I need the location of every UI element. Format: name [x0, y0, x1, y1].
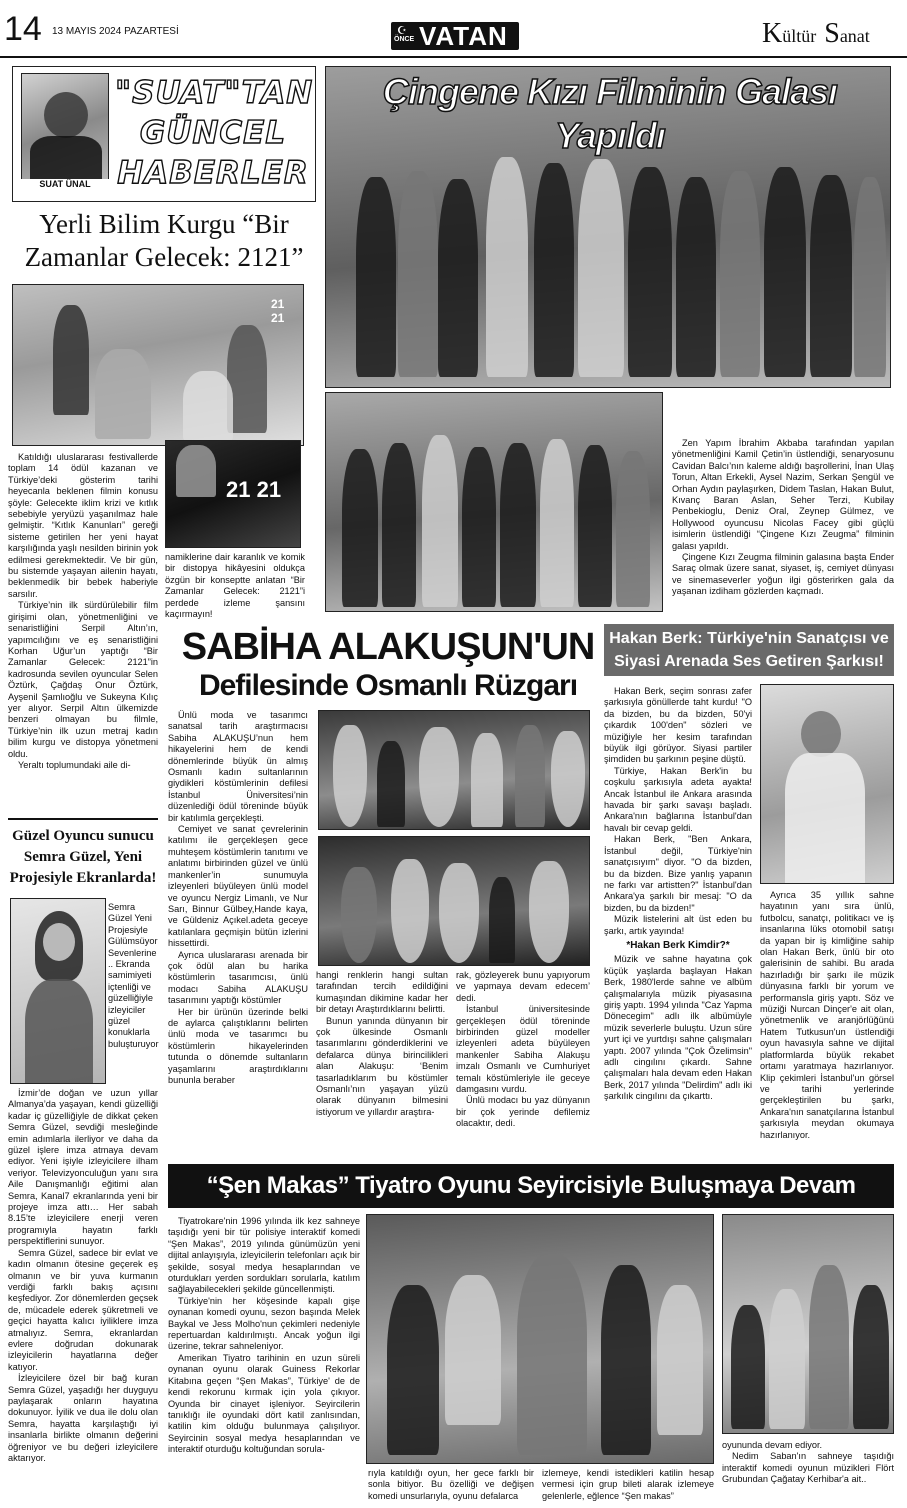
semra-top-rule	[8, 818, 158, 820]
sabiha-col3: rak, gözleyerek bunu yapıyorum ve yapmaya devam edecem’ dedi. İstanbul üniversitesinde gerçekleşen ödül töreninde birbirinden güzel modeller izleyenleri adeta büyüleyen mankenler Sabiha Alakuşu imzalı Osmanlı ve Cumhuriyet temalı köstümleriyle ile geceye damgasını vurdu. Ünlü modacı bu yaz dünyanın bir çok yerinde defilemiz olacaktır, dedi.	[456, 970, 590, 1129]
semra-headline: Güzel Oyuncu sunucu Semra Güzel, Yeni Projesiyle Ekranlarda!	[9, 828, 157, 886]
column-title: "SUAT"TAN GÜNCEL HABERLER	[115, 75, 314, 191]
bilim-body-left: Katıldığı uluslararası festivallerde toplam 14 ödül kazanan ve Türkiye’deki gösterim tarihi heyecanla beklenen filmin konusu şöyle: Gelecekte iklim krizi ve kıtlık sebebiyle yeryüzü yaşanılmaz hale gelmiştir. “Kıtlık Kanunları” gereği sisteme getirilen her yeni hayat karşılığında yaşlı nesilden birinin yok edilmesi gerekmektedir. Ve bir gün, bu sistemde yaşayan ailenin hayatı, beklenmedik bir bebek haberiyle sarsılır. Türkiye’nin ilk sürdürülebilir film girişimi olan, yönetmenliğini ve senaristliğini Serpil Altın’ın, yapımcılığını ve eş senaristliğini Korhan Uğur’un yaptığı “Bir Zamanlar Gelecek: 2121”in kadrosunda sevilen oyuncular Selen Öztürk, Çağdaş Onur Öztürk, Ayşenil Şamlıoğlu ve Sukeyna Kılıç yer alıyor. Serpil Altın ülkemizde benzeri olmayan bu filmle, Türkiye’nin ilk uzun metraj kadın bilim kurgu ve distopya yönetmeni oldu. Yeraltı toplumundaki aile di-	[8, 452, 158, 770]
hakan-headline: Hakan Berk: Türkiye'nin Sanatçısı ve Siyasi Arenada Ses Getiren Şarkısı!	[604, 624, 894, 676]
semra-beside-text: Semra Güzel Yeni Projesiyle Gülümsüyor Sevenlerine .. Ekranda samimiyeti içtenliği ve güzelliğiyle izleyiciler güzel konuklarla buluşturuyor	[108, 902, 159, 1049]
sabiha-col1: Ünlü moda ve tasarımcı sanatsal tarih araştırmacısı Sabiha ALAKUŞU’nun hem hikayelerini hem de kendi dönemlerinde büyük ün almış Osmanlı kadın sultanlarının giydikleri köstümlerinin defilesi İstanbul Üniversitesi’nin düzenlediği ödül töreninde büyük bir katılımla gerçekleşti. Cemiyet ve sanat çevrelerinin katılımı ile gerçekleşen gece muhteşem köstümlerin tanıtımı ve anlatımı birbirinden güzel ve ünlü mankenler’in sunumuyla izleyenleri büyüleyen ünlü model ve oyuncu Nergiz Limanlı, ve Nur Sarı, Binnur Gülbey,Hande kaya, ve Güldeniz Açıkel.adeta geceye katılanlara geçmişin bütün izlerini hissettirdi. Ayrıca uluslararası arenada bir çok ödül alan bu harika köstümlerin tasarımcısı, ünlü modacı Sabiha ALAKUŞU tasarımını yaptığı köstümler Her bir ürünün üzerinde belki de aylarca çalıştıklarını belirten ünlü moda ve tasarımcı bu köstümlerin hikayelerinden tutunda o dönemde sultanların yaşamlarını araştırdıklarını bununla beraber	[168, 710, 308, 1085]
bilim-film-still	[12, 284, 304, 446]
author-photo	[21, 73, 109, 187]
sabiha-headline-1: SABİHA ALAKUŞUN'UN	[181, 626, 595, 668]
sen-makas-cast-photo	[722, 1214, 894, 1434]
logo-text: VATAN	[419, 21, 508, 51]
bilim-headline: Yerli Bilim Kurgu “Bir Zamanlar Gelecek: 2121”	[24, 209, 304, 272]
sabiha-col2: hangi renklerin hangi sultan tarafından tercih edildiğini kumaşından dikimine kadar her bir detayı Araştırdıklarını belirtti. Bunun yanında dünyanın bir çok ülkesinde Osmanlı tasarımlarını gönderdiklerini ve defalarca dünya birincilikleri alan Alakuşu: ‘Benim tasarladıklarım bu köstümler Osmanlı’nın yaşayan yüzü olarak dünyanın bilmesini istiyorum ve yıllardır araştıra-	[316, 970, 448, 1117]
sen-makas-stage-photo	[366, 1214, 714, 1464]
page-number: 14	[4, 10, 42, 48]
semra-photo	[10, 898, 106, 1084]
masthead-logo	[391, 22, 519, 50]
sen-makas-col1: Tiyatrokare'nin 1996 yılında ilk kez sahneye taşıdığı yeni bir tür polisiye interaktif komedi “Şen Makas”, 2019 yılında günümüzün yeni dijital anlayışıyla, izleyicilerin telefonları açık bir şekilde, sosyal medya hesaplarından ve oturdukları yerden sordukları sorularla, katılım sağlayabilecekleri şekilde güncellenmişti. Türkiye'nin her köşesinde kapalı gişe oynanan komedi oyunu, sezon başında Melek Baykal ve Jess Molho'nun çekimleri nedeniyle repertuardan kaldırılmıştı. Ancak yoğun ilgi üzerine, tekrar sahneleniyor. Amerikan Tiyatro tarihinin en uzun süreli oynanan oyunu olarak Guiness Rekorlar Kitabına geçen “Şen Makas”, Türkiye' de de kendi rekorunu kırmak için yola çıkıyor. Oyunda bir cinayet işleniyor. Seyircilerin tanıklığı ile oyundaki dört katil zanlısından, katilin kim olduğu bulunmaya çalışılıyor. Seyircinin sosyal medya hesaplarından ve interaktif oturduğu koltuğundan sorula-	[168, 1216, 360, 1455]
issue-date: 13 MAYIS 2024 PAZARTESİ	[52, 26, 179, 37]
poster-mark: 21 21	[271, 297, 285, 325]
header-rule	[0, 56, 907, 58]
column-box	[12, 66, 316, 202]
sabiha-headline-2: Defilesinde Osmanlı Rüzgarı	[198, 669, 578, 702]
section-title: Kültür Sanat	[762, 18, 870, 49]
author-name: SUAT ÜNAL	[21, 179, 109, 189]
sen-makas-col4: oyununda devam ediyor. Nedim Saban'ın sahneye taşıdığı interaktif komedi oyunun müzikleri Flört Grubundan Çağatay Kerhibar'a ait..	[722, 1440, 894, 1485]
bilim-poster	[165, 440, 301, 548]
hakan-photo	[760, 684, 894, 884]
semra-body: İzmir’de doğan ve uzun yıllar Almanya’da yaşayan, kendi güzelliği kadar iç güzelliğiyle de dikkat çeken Semra Güzel, sevdiği mesleğinde emin adımlarla ilerliyor ve daha da güzel işlere imza atmaya devam ediyor. Yeni işiyle izleyicilere ilham veriyor. Televizyonculuğun yanı sıra Aile Danışmanlığı eğitimi alan Semra, Kanal7 ekranlarında yeni bir projeye imza attı… Her sabah 8.15’te izleyicilere enerji veren programıyla hayatın farklı perspektiflerini sunuyor. Semra Güzel, sadece bir evlat ve kadın olmanın ötesine geçerek eş olmanın ve bir yuva kurmanın verdiği farklı bakış açısını keşfediyor. Zor dönemlerden geçsek de, mücadele ederek şükretmeli ve geçici hayatta kalıcı iyiliklere imza atmalıyız. Semra, ekranlardan evlere doğrudan dokunarak izleyicilerin hayatlarına değer katıyor. İzleyicilere özel bir bağ kuran Semra Güzel, yaşadığı her duyguyu paylaşarak onların hayatına dokunuyor. İyilik ve dua ile dolu olan Semra, hayatta karşılaştığı iyi insanlarla birlikte olmanın değerini öğreniyor ve bu değeri izleyicilere aktarıyor.	[8, 1088, 158, 1463]
gala-body: Zen Yapım İbrahim Akbaba tarafından yapılan yönetmenliğini Kamil Çetin’in üstlendiği, senaryosunu Cavidan Balcı’nın kaleme aldığı başrollerini, İnan Ulaş Torun, Altan Erkekli, Aysel Nazim, Serkan Şengül ve Orhan Aydın paylaşırken, Didem Taslan, Hakan Bulut, Kıvanç Baran Aslan, Seher Terzi, Kubilay Penbekioglu, Deniz Oral, Zeynep Gülmez, ve Hollywood oyuncusu Nicolas Facey gibi güçlü isimlerin üstlendiği “Çingene Kızı Zeugma” filminin galası yapıldı. Çingene Kızı Zeugma filminin galasına başta Ender Saraç olmak üzere sanat, siyaset, iş, cemiyet dünyası ve sinemaseverler yoğun ilgi gösterirken gala da yaşanan izdiham gözlerden kaçmadı.	[672, 438, 894, 597]
sen-makas-col2: rıyla katıldığı oyun, her gece farklı bir sonla bitiyor. Bu özelliği ve değişen komedi unsurlarıyla, oyunu defalarca	[368, 1468, 534, 1501]
sen-makas-headline: “Şen Makas” Tiyatro Oyunu Seyircisiyle Buluşmaya Devam	[168, 1164, 894, 1208]
crescent-star-icon: ☪	[397, 25, 407, 37]
sen-makas-col3: izlemeye, kendi istedikleri katilin hesap vermesi için grup bileti alarak izlemeye gelenlerle, eğlence “Şen makas”	[542, 1468, 714, 1501]
sabiha-runway-photo-2	[318, 836, 590, 966]
sabiha-runway-photo-1	[318, 710, 590, 830]
poster-title: 21 21	[226, 477, 282, 502]
bilim-body-right: namiklerine dair karanlık ve komik bir distopya hikâyesini oldukça özgün bir konseptte anlatan “Bir Zamanlar Gelecek: 2121”i perdede izleme şansını kaçırmayın!	[165, 552, 305, 620]
logo-small-text: ÖNCE	[394, 36, 415, 43]
gala-second-photo	[325, 392, 663, 612]
hakan-col1: Hakan Berk, seçim sonrası zafer şarkısıyla gönüllerde taht kurdu! "O da bizden, bu da bizden, 50'yi çıkardık 100'den" sözleri ve müziğiyle her kesim tarafından büyük ilgi görüyor. Siyasi partiler şimdiden bu şarkının peşine düştü. Türkiye, Hakan Berk'in bu coşkulu şarkısıyla adeta ayakta! Ancak İstanbul ile Ankara arasında havada bir şarkı savaşı başladı. Ankara'nın bağlarına İstanbul'dan havalı bir cevap geldi. Hakan Berk, "Ben Ankara, İstanbul değil, Türkiye'nin sanatçısıyım" diyor. "O da bizden, bu da bizden. Bize yanlış yapanın ne farkı var artistten?" İstanbul'dan Ankara'ya şarkılı bir mesaj: "O da bizden, bu da bizden!" Müzik listelerini alt üst eden bu şarkı, artık yayında! *Hakan Berk Kimdir?* Müzik ve sahne hayatına çok küçük yaşlarda başlayan Hakan Berk, 1980'lerde sahne ve albüm çalışmalarıyla müzik piyasasına giriş yaptı. 1994 yılında "Caz Yapma Dönecegim" adlı ilk albümüyle müzik severlerle buluştu. Uzun süre yurt içi ve yurtdışı sahne çalışmaları yaptı. 2007 yılında "Çok Özelimsin" adlı cingılını çıkardı. Sahne çalışmaları hala devam eden Hakan Berk, 2017 yılında "Delirdim" adlı iki şarkılık cingılını da çıkarttı.	[604, 686, 752, 1102]
hakan-subhead: *Hakan Berk Kimdir?*	[626, 939, 730, 951]
hakan-col2: Ayrıca 35 yıllık sahne hayatının yanı sıra ünlü, futbolcu, sanatçı, politikacı ve iş insanlarına lüks otomobil satışı da yapan bir iş kimliğine sahip olan Hakan Berk, ünlü bir oto galerisinin de sahibi. Bu arada hazırladığı bir şarkı ile müzik dünyasına farklı bir yorum ve performansla giriş yaptı. Söz ve müziği Nurcan Dinçer'e ait olan, yönetmenlik ve aranjörlüğünü Hatem Tutkusun'un üstlendiği oyun havasıyla sahne ve dijital platformlarda büyük rekabet ortamı yaratmaya hazırlanıyor. Klip çekimleri İstanbul'un görsel ve tarihi yerlerinde gerçekleştirilen bu şarkı, Ankara'nın sanatçılarına İstanbul şarkısıyla meydan okumaya hazırlanıyor.	[760, 890, 894, 1140]
gala-headline: Çingene Kızı Filminin Galası Yapıldı	[382, 71, 838, 156]
